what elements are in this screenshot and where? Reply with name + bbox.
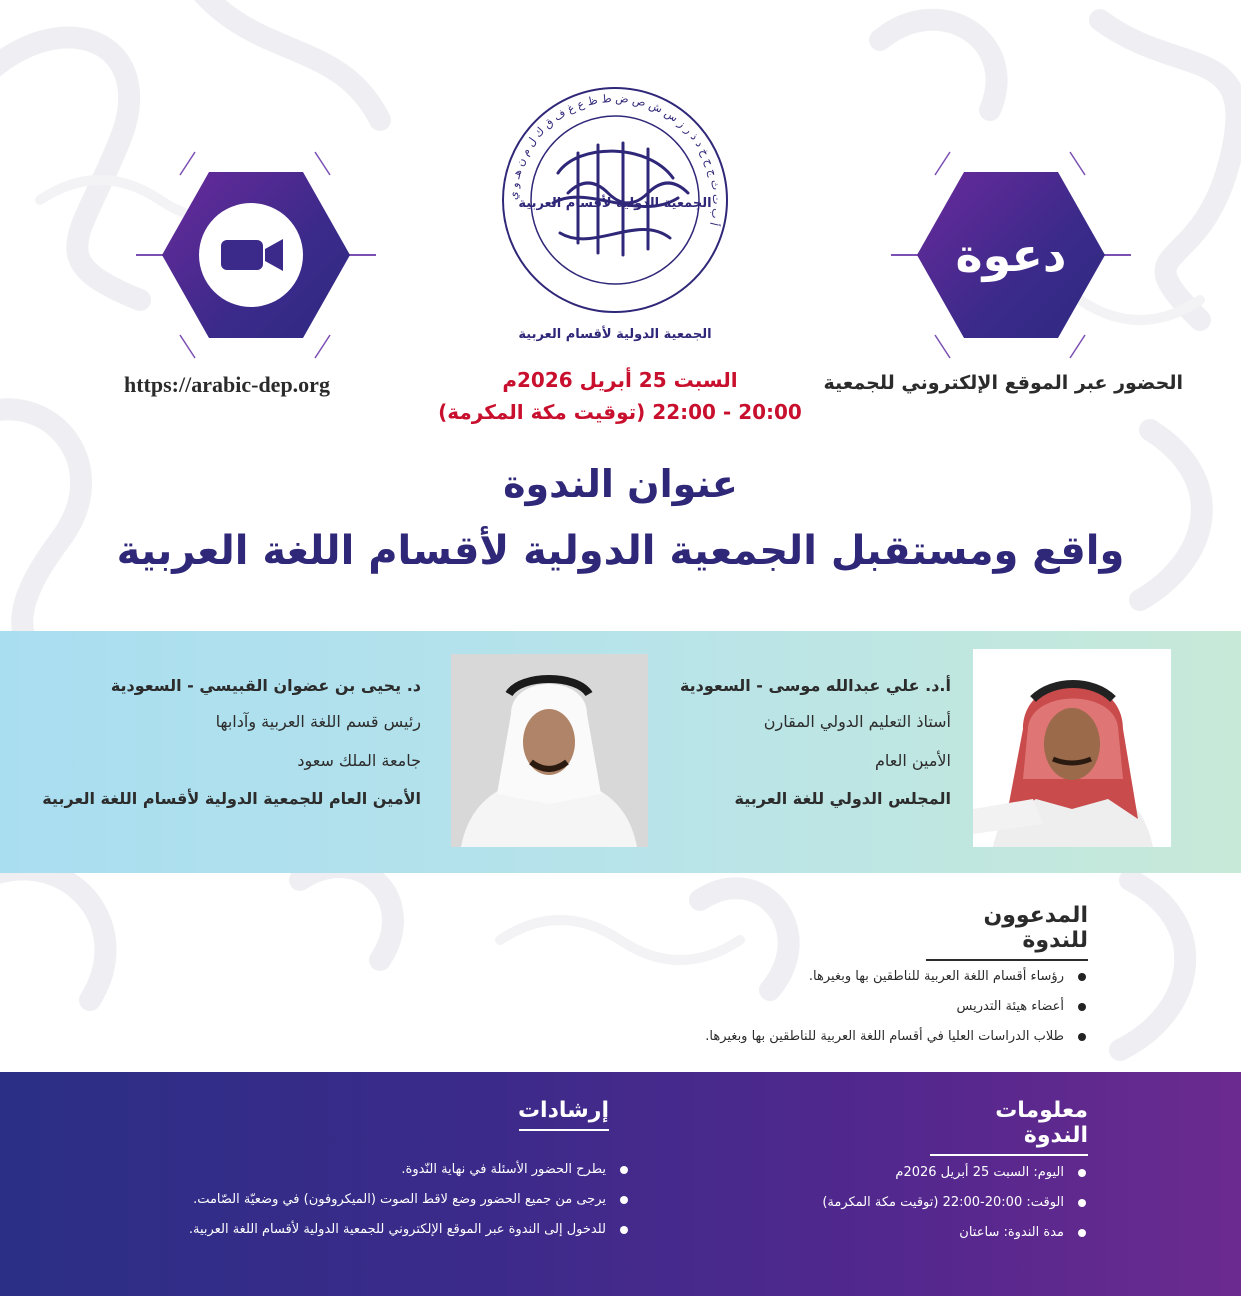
instructions-heading: إرشادات — [519, 1098, 609, 1131]
instructions-list — [108, 1155, 628, 1245]
speaker-2-line-1: رئيس قسم اللغة العربية وآدابها — [215, 712, 421, 731]
video-badge-lines — [125, 150, 385, 360]
instruction-item: للدخول إلى الندوة عبر الموقع الإلكتروني للجمعية الدولية لأقسام اللغة العربية. — [108, 1215, 628, 1245]
info-item: مدة الندوة: ساعتان — [666, 1218, 1086, 1248]
invitees-heading: المدعوون للندوة — [926, 903, 1088, 961]
speaker-1-line-2: الأمين العام — [874, 751, 951, 770]
speaker-1-photo — [973, 649, 1171, 847]
info-list — [666, 1158, 1086, 1248]
logo-alphabet-ring: أ ب ت ث ج ح خ د ذ ر ز س ش ص ض ط ظ ع غ ف ق ك ل م ن هـ و ي — [506, 91, 724, 227]
website-link[interactable]: https://arabic-dep.org — [124, 372, 330, 397]
speaker-2-line-3: الأمين العام للجمعية الدولية لأقسام اللغة العربية — [42, 789, 421, 808]
info-heading: معلومات الندوة — [930, 1098, 1088, 1156]
invitees-list — [526, 962, 1086, 1052]
speaker-1-line-1: أستاذ التعليم الدولي المقارن — [763, 712, 951, 731]
invitee-item: طلاب الدراسات العليا في أقسام اللغة العربية للناطقين بها وبغيرها. — [526, 1022, 1086, 1052]
attend-online-text: الحضور عبر الموقع الإلكتروني للجمعية — [823, 372, 1183, 394]
speaker-1-line-3: المجلس الدولي للغة العربية — [734, 789, 951, 808]
instruction-item: يطرح الحضور الأسئلة في نهاية النّدوة. — [108, 1155, 628, 1185]
event-time: 20:00 - 22:00 (توقيت مكة المكرمة) — [438, 400, 802, 424]
association-logo — [498, 83, 732, 317]
invitee-item: أعضاء هيئة التدريس — [526, 992, 1086, 1022]
speaker-2-name: د. يحيى بن عضوان القبيسي - السعودية — [110, 676, 421, 695]
speaker-1-name: أ.د. علي عبدالله موسى - السعودية — [679, 676, 951, 695]
speaker-2-photo — [451, 654, 648, 847]
event-date: السبت 25 أبريل 2026م — [502, 368, 738, 392]
logo-caption: الجمعية الدولية لأقسام العربية — [518, 327, 712, 342]
info-item: الوقت: 20:00-22:00 (توقيت مكة المكرمة) — [666, 1188, 1086, 1218]
instruction-item: يرجى من جميع الحضور وضع لاقط الصوت (الميكروفون) في وضعيّة الصّامت. — [108, 1185, 628, 1215]
logo-seal-text: الجمعية الدولية لأقسام العربية — [518, 196, 712, 211]
seminar-title-heading: عنوان الندوة — [503, 462, 738, 506]
speaker-2-line-2: جامعة الملك سعود — [297, 751, 421, 770]
info-item: اليوم: السبت 25 أبريل 2026م — [666, 1158, 1086, 1188]
invitation-badge-lines — [880, 150, 1140, 360]
invitation-label: دعوة — [955, 228, 1067, 282]
invitee-item: رؤساء أقسام اللغة العربية للناطقين بها وبغيرها. — [526, 962, 1086, 992]
seminar-title-subject: واقع ومستقبل الجمعية الدولية لأقسام اللغة العربية — [116, 528, 1125, 574]
